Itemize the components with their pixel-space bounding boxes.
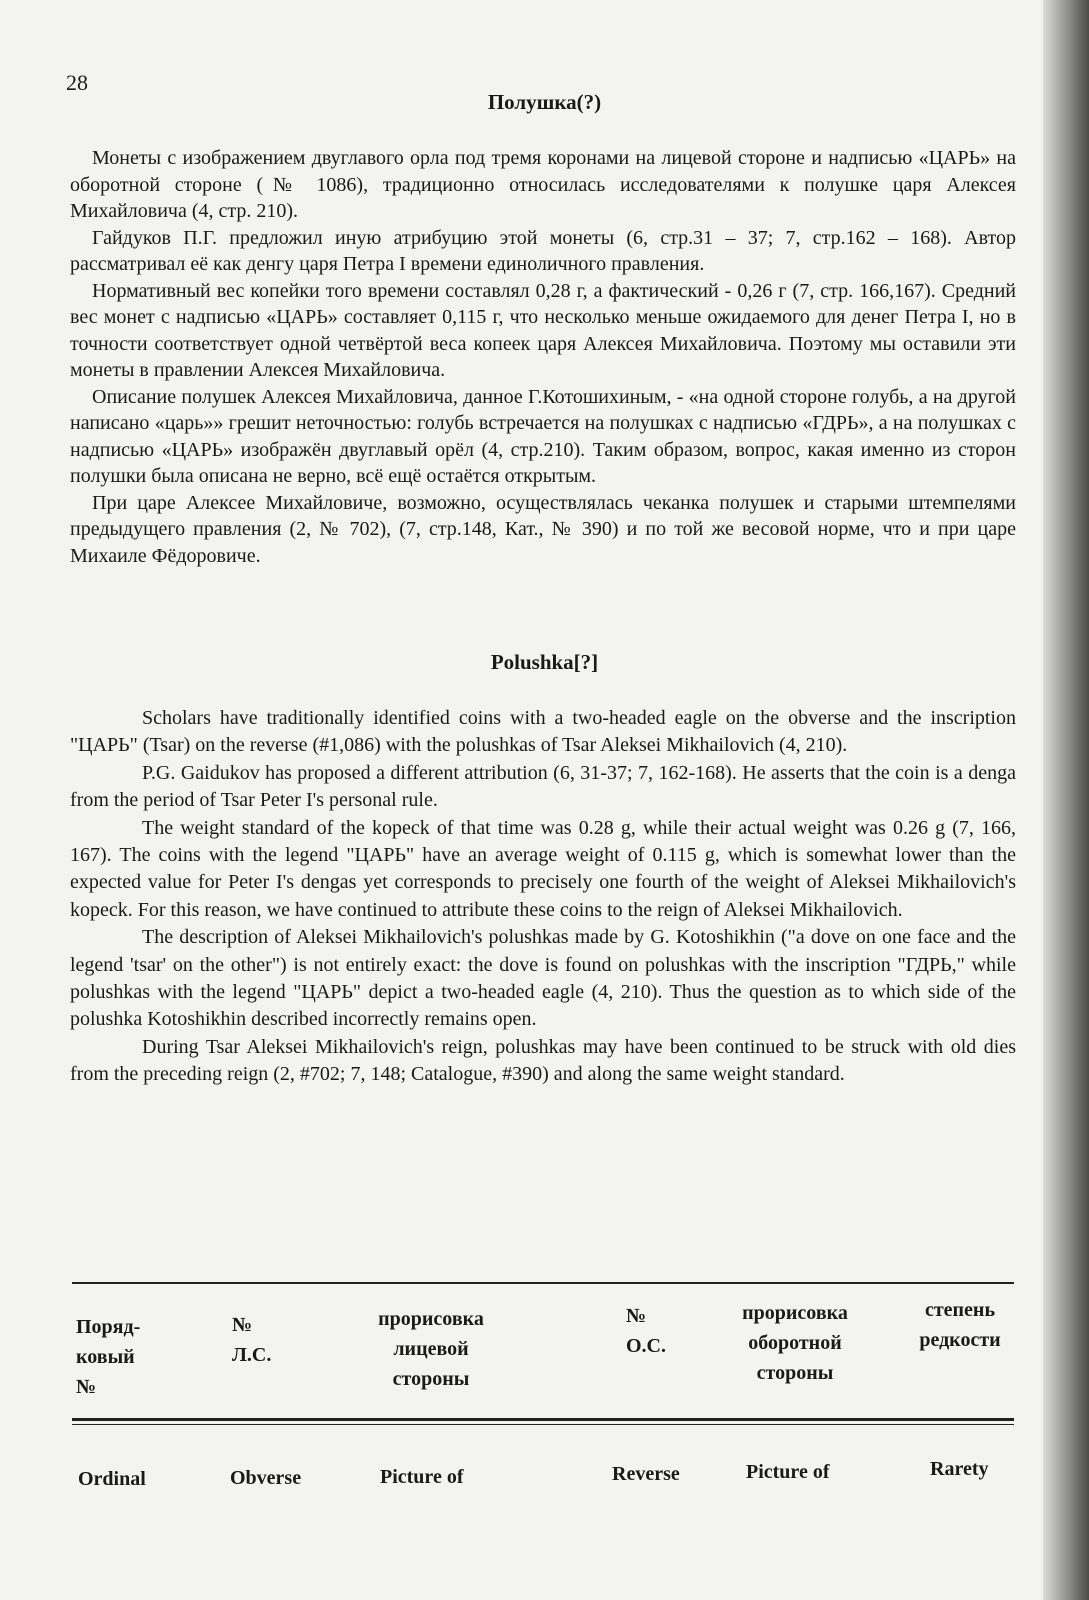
header-reverse-number-ru: № О.С. — [626, 1305, 666, 1357]
header-obverse-picture-en: Picture of — [380, 1466, 464, 1488]
russian-paragraph: При царе Алексее Михайловиче, возможно, осуществлялась чеканка полушек и старыми штемпелями предыдущего правления (2, № 702), (7, стр.148, Кат., № 390) и по той же весовой норме, что и при царе Михаиле Фёдоровиче. — [70, 491, 1016, 567]
english-paragraph: During Tsar Aleksei Mikhailovich's reign, polushkas may have been continued to be struck with old dies from the preceding reign (2, #702; 7, 148; Catalogue, #390) and along the same weight standard. — [70, 1035, 1016, 1086]
header-ordinal-en: Ordinal — [78, 1468, 146, 1490]
header-reverse-drawing-ru: прорисовка оборотной стороны — [742, 1302, 848, 1384]
header-obverse-number-ru: № Л.С. — [232, 1314, 272, 1366]
page-edge-shadow — [1043, 0, 1089, 1600]
russian-paragraph: Гайдуков П.Г. предложил иную атрибуцию этой монеты (6, стр.31 – 37; 7, стр.162 – 168). Автор рассматривал её как денгу царя Петра I времени единоличного правления. — [70, 226, 1016, 275]
header-obverse-en: Obverse — [230, 1467, 302, 1489]
header-ordinal-ru: Поряд- ковый № — [76, 1316, 141, 1398]
page-number: 28 — [66, 70, 88, 95]
english-paragraph: P.G. Gaidukov has proposed a different attribution (6, 31-37; 7, 162-168). He asserts that the coin is a denga from the period of Tsar Peter I's personal rule. — [70, 761, 1016, 812]
header-obverse-drawing-ru: прорисовка лицевой стороны — [378, 1308, 484, 1390]
table-mid-rule — [72, 1418, 1014, 1421]
russian-heading: Полушка(?) — [487, 90, 602, 114]
header-reverse-en: Reverse — [612, 1463, 680, 1485]
russian-text — [70, 145, 1016, 569]
table-mid-rule-thin — [72, 1424, 1014, 1425]
english-paragraph: Scholars have traditionally identified coins with a two-headed eagle on the obverse and the inscription "ЦАРЬ" (Tsar) on the reverse (#1,086) with the polushkas of Tsar Aleksei Mikhailovich (4, 210). — [70, 707, 1016, 757]
header-rarity-ru: степень редкости — [919, 1299, 1001, 1351]
english-heading: Polushka[?] — [490, 650, 599, 674]
header-rarity-en: Rarety — [930, 1458, 989, 1480]
russian-paragraph: Нормативный вес копейки того времени составлял 0,28 г, а фактический - 0,26 г (7, стр. 166,167). Средний вес монет с надписью «ЦАРЬ» составляет 0,115 г, что несколько меньше ожидаемого для денег Петра I, но в точности соответствует одной четвёртой веса копеек царя Алексея Михайловича. Поэтому мы оставили эти монеты в правлении Алексея Михайловича. — [70, 279, 1016, 381]
english-paragraph: The description of Aleksei Mikhailovich's polushkas made by G. Kotoshikhin ("a dove on one face and the legend 'tsar' on the other") is not entirely exact: the dove is found on polushkas with the inscription "ГДРЬ," while polushkas with the legend "ЦАРЬ" depict a two-headed eagle (4, 210). Thus the question as to which side of the polushka Kotoshikhin described incorrectly remains open. — [70, 926, 1016, 1031]
russian-paragraph: Описание полушек Алексея Михайловича, данное Г.Котошихиным, - «на одной стороне голубь, а на другой написано «царь»» грешит неточностью: голубь встречается на полушках с надписью «ГДРЬ», а на полушках с надписью «ЦАРЬ» изображён двуглавый орёл (4, стр.210). Таким образом, вопрос, какая именно из сторон полушки была описана не верно, всё ещё остаётся открытым. — [70, 385, 1016, 487]
table-top-rule — [72, 1282, 1014, 1284]
header-reverse-picture-en: Picture of — [746, 1461, 830, 1483]
english-text — [70, 705, 1016, 1089]
english-paragraph: The weight standard of the kopeck of that time was 0.28 g, while their actual weight was 0.26 g (7, 166, 167). The coins with the legend "ЦАРЬ" have an average weight of 0.115 g, which is somewhat lower than the expected value for Peter I's dengas yet corresponds to precisely one fourth of the weight of Aleksei Mikhailovich's kopeck. For this reason, we have continued to attribute these coins to the reign of Aleksei Mikhailovich. — [70, 816, 1016, 921]
russian-paragraph: Монеты с изображением двуглавого орла под тремя коронами на лицевой стороне и надписью «ЦАРЬ» на оборотной стороне (№ 1086), традиционно относилась исследователями к полушке царя Алексея Михайловича (4, стр. 210). — [70, 147, 1016, 222]
